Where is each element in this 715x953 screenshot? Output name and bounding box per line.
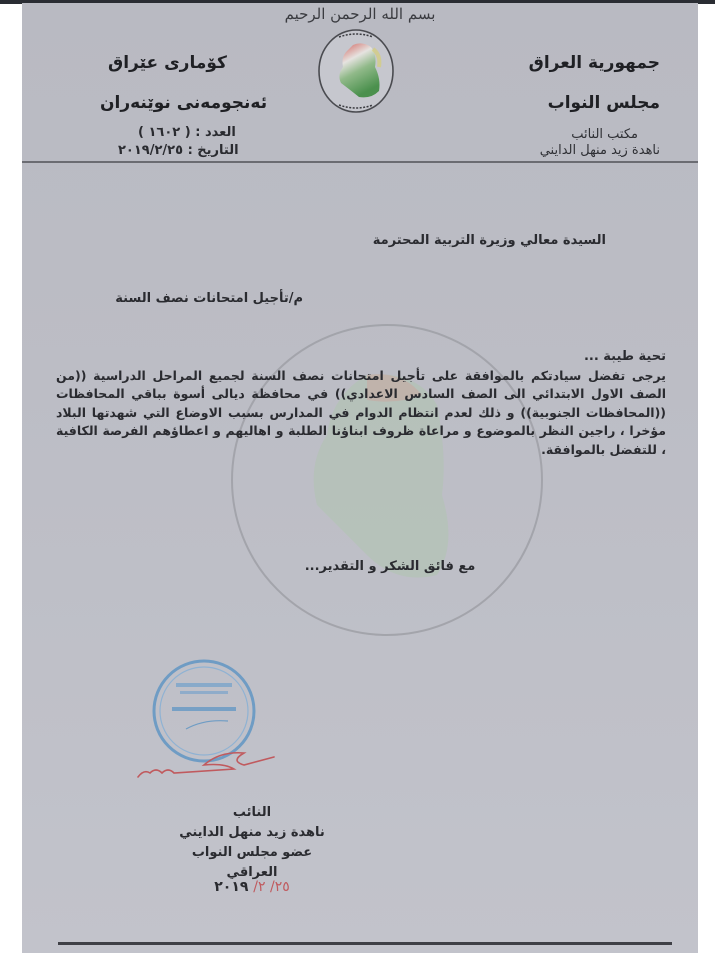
letter-body: يرجى تفضل سيادتكم بالموافقة على تأجيل امتحانات نصف السنة لجميع المراحل الدراسية ((من الصف الاول الابتدائي الى الصف السادس الاعدادي)) في محافظة ديالى أسوة بباقي المحافظات ((المحافظات الجنوبية)) و ذلك لعدم انتظام الدوام في المدارس بسبب الاوضاع التي شهدتها البلاد مؤخرا ، راجين النظر بالموضوع و مراعاة ظروف ابناؤنا الطلبة و اهاليهم و اعطاؤهم الفرصة الكافية ، للتفضل بالموافقة. [56,368,666,457]
office-label: مكتب النائب [571,127,638,142]
arabic-body-name: مجلس النواب [547,93,660,113]
office-holder: ناهدة زيد منهل الدايني [539,143,660,158]
signature-date-year: ٢٠١٩ [214,879,249,895]
greeting: تحية طيبة ... [583,349,666,364]
reference-label: العدد : [195,125,236,140]
signatory-title: النائب [232,805,272,820]
arabic-state-name: جمهورية العراق [528,53,660,73]
handwritten-signature-icon [134,743,284,783]
watermark-emblem-icon [227,315,547,645]
signature-block [172,803,332,883]
header-separator [22,161,698,163]
kurdish-state-name: كۆماری عێراق [108,53,227,73]
date-label: التاريخ : [187,143,239,158]
reference-number [138,125,236,140]
signatory-position: عضو مجلس النواب العراقي [191,845,313,880]
kurdish-body-name: ئەنجومەنی نوێنەران [100,93,268,113]
letter-date [118,143,239,158]
letter-page [22,3,698,953]
signatory-name: ناهدة زيد منهل الدايني [179,825,325,840]
bismillah: بسم الله الرحمن الرحيم [284,5,436,23]
date-value: ٢٠١٩/٢/٢٥ [118,143,184,158]
signature-date [187,879,317,895]
addressee: السيدة معالي وزيرة التربية المحترمة [372,233,606,248]
reference-value: ( ١٦٠٢ ) [138,125,191,140]
footer-rule [58,942,672,945]
letter-subject: م/تأجيل امتحانات نصف السنة [115,291,303,306]
council-of-representatives-emblem-icon [315,27,397,115]
signature-date-handwritten: ٢٥/ ٢/ [253,879,290,895]
closing-line: مع فائق الشكر و التقدير... [304,559,476,574]
